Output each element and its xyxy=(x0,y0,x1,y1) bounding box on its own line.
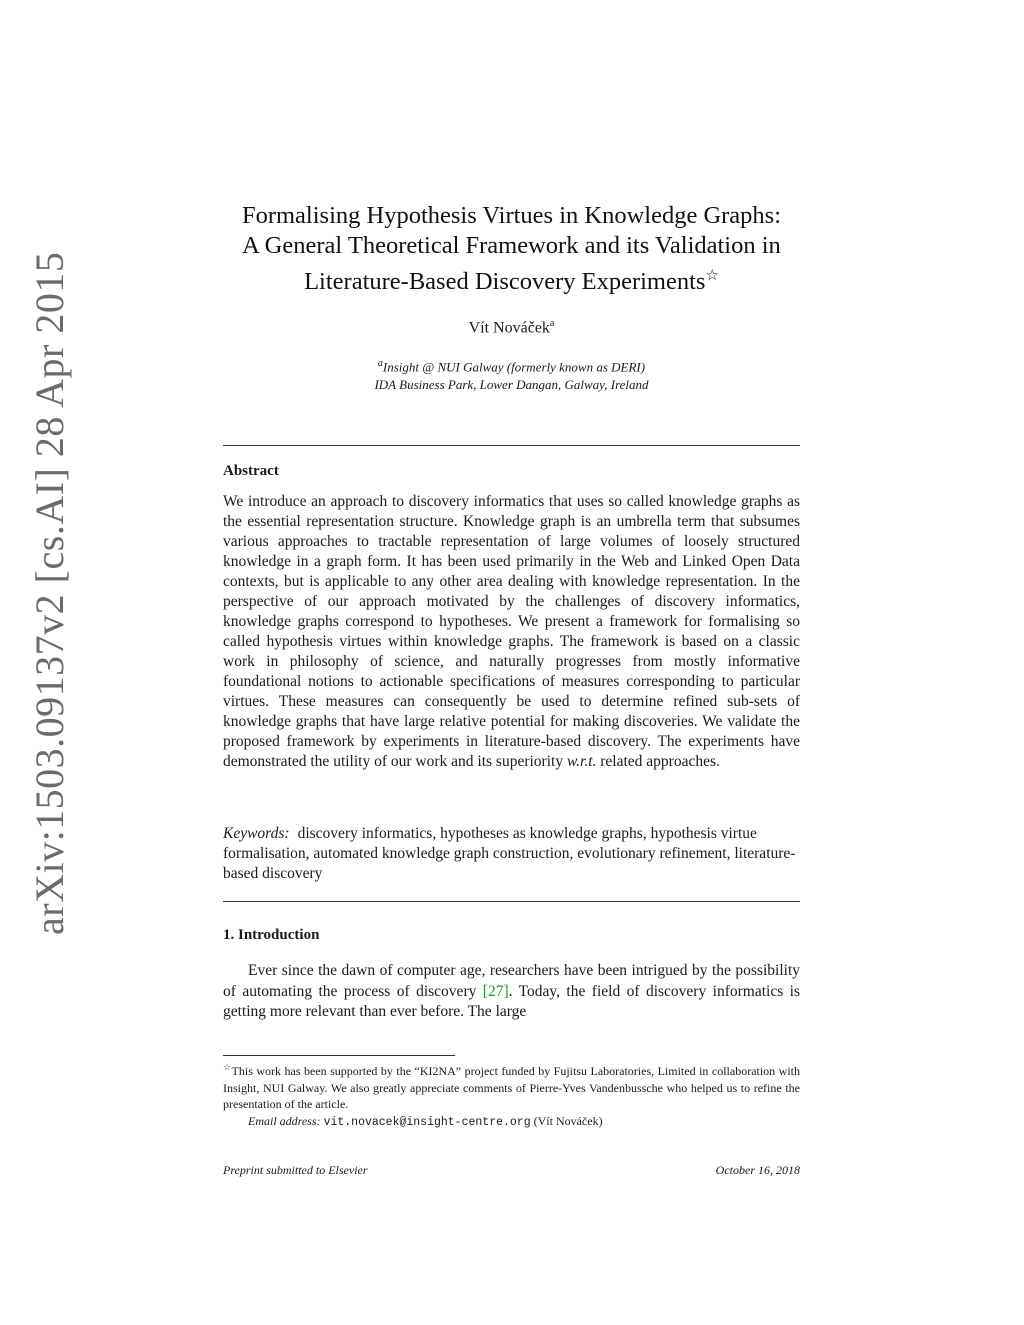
introduction-text-end: . Today, the field of discovery informatics is getting more relevant than ever before. The large xyxy=(223,982,800,1020)
abstract-text-italic: w.r.t. xyxy=(566,753,597,770)
footnote-star-icon: ☆ xyxy=(223,1062,232,1072)
abstract-bottom-rule xyxy=(223,901,800,902)
citation-link[interactable]: [27] xyxy=(482,982,509,1000)
footnote-funding xyxy=(223,1059,800,1113)
email-address[interactable]: vit.novacek@insight-centre.org xyxy=(323,1115,531,1129)
keywords-text: discovery informatics, hypotheses as knowledge graphs, hypothesis virtue formalisation, automated knowledge graph construction, evolutionary refinement, literature-based discovery xyxy=(223,825,796,882)
email-owner: (Vít Nováček) xyxy=(533,1113,603,1128)
affiliation-line-2: IDA Business Park, Lower Dangan, Galway, Ireland xyxy=(374,377,649,393)
footnote xyxy=(223,1059,800,1131)
author xyxy=(223,318,800,337)
keywords xyxy=(223,824,800,884)
abstract-heading: Abstract xyxy=(223,463,279,479)
footnote-email xyxy=(223,1113,800,1132)
footnote-rule xyxy=(223,1055,455,1056)
affiliation-line-1-text: Insight @ NUI Galway (formerly known as DERI) xyxy=(382,359,646,375)
paper-title xyxy=(223,201,800,297)
affiliation xyxy=(223,355,800,394)
abstract-text: We introduce an approach to discovery informatics that uses so called knowledge graphs as the essential representation structure. Knowledge graph is an umbrella term that subsumes various approaches to tractable representation of large volumes of loosely structured knowledge in a graph form. It has been used primarily in the Web and Linked Open Data contexts, but is applicable to any other area dealing with knowledge representation. In the perspective of our approach motivated by the challenges of discovery informatics, knowledge graphs correspond to hypotheses. We present a framework for formalising so called hypothesis virtues within knowledge graphs. The framework is based on a classic work in philosophy of science, and naturally progresses from mostly informative foundational notions to actionable specifications of measures corresponding to particular virtues. These measures can consequently be used to determine refined sub-sets of knowledge graphs that have large relative potential for making discoveries. We validate the proposed framework by experiments in literature-based discovery. The experiments have demonstrated the utility of our work and its superiority xyxy=(223,493,800,770)
abstract-text-end: related approaches. xyxy=(596,753,720,770)
introduction-heading: 1. Introduction xyxy=(223,927,320,943)
affiliation-line-1 xyxy=(223,355,800,376)
author-affil-mark: a xyxy=(549,318,555,329)
arxiv-identifier-watermark: arXiv:1503.09137v2 [cs.AI] 28 Apr 2015 xyxy=(27,251,72,935)
author-name: Vít Nováček xyxy=(468,319,550,337)
introduction-text: Ever since the dawn of computer age, researchers have been intrigued by the possibility of automating the process of discovery xyxy=(223,962,800,1000)
footer-preprint: Preprint submitted to Elsevier xyxy=(223,1163,368,1177)
title-star-icon: ☆ xyxy=(705,268,719,284)
title-line-1: Formalising Hypothesis Virtues in Knowledge Graphs: xyxy=(241,202,782,229)
abstract-body xyxy=(223,492,800,772)
affiliation-mark: a xyxy=(377,358,383,369)
title-line-3 xyxy=(223,261,800,297)
introduction-body xyxy=(223,961,800,1023)
footer-date: October 16, 2018 xyxy=(715,1163,800,1177)
title-line-2: A General Theoretical Framework and its Validation in xyxy=(242,232,781,259)
keywords-label: Keywords: xyxy=(223,825,290,842)
footnote-text: This work has been supported by the “KI2NA” project funded by Fujitsu Laboratories, Limited in collaboration with Insight, NUI Galway. We also greatly appreciate comments of Pierre-Yves Vandenbussche who helped us to refine the presentation of the article. xyxy=(223,1064,800,1111)
email-label: Email address: xyxy=(248,1113,321,1128)
abstract-top-rule xyxy=(223,445,800,446)
title-line-3-text: Literature-Based Discovery Experiments xyxy=(304,268,706,296)
